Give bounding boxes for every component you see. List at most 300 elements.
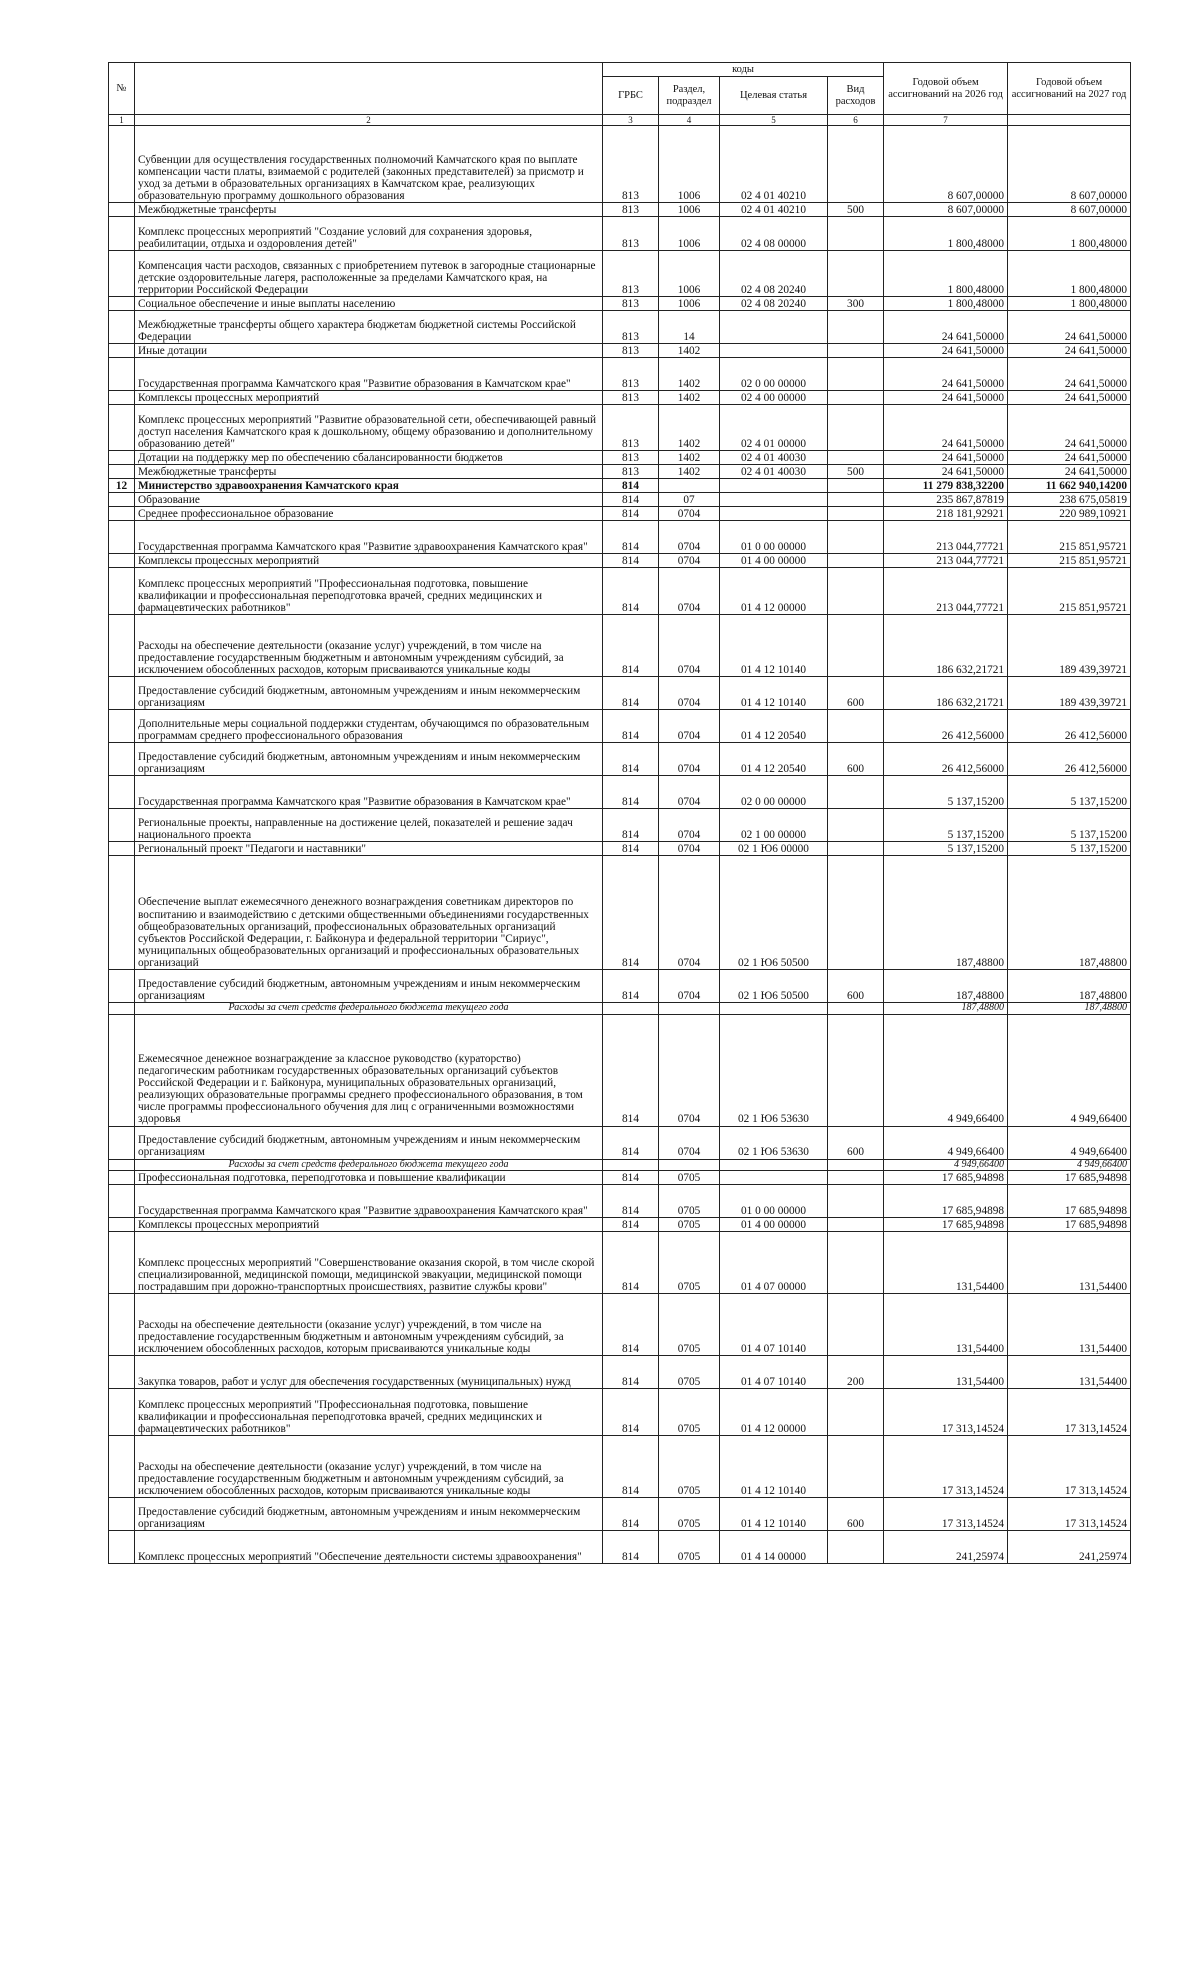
row-tselevaya: 01 4 12 00000 <box>720 568 828 615</box>
row-amount-2026: 17 313,14524 <box>884 1389 1008 1436</box>
row-tselevaya <box>720 493 828 507</box>
row-vid <box>828 217 884 251</box>
row-amount-2026: 5 137,15200 <box>884 842 1008 856</box>
row-vid <box>828 809 884 842</box>
row-tselevaya: 01 0 00 00000 <box>720 521 828 554</box>
row-amount-2027: 4 949,66400 <box>1008 1014 1131 1126</box>
federal-budget-row <box>109 1159 1131 1171</box>
row-amount-2026: 218 181,92921 <box>884 507 1008 521</box>
row-name: Расходы за счет средств федерального бюджета текущего года <box>135 1159 603 1171</box>
row-amount-2027: 131,54400 <box>1008 1356 1131 1389</box>
row-tselevaya: 01 4 14 00000 <box>720 1531 828 1564</box>
row-name: Обеспечение выплат ежемесячного денежного вознаграждения советникам директоров по воспитанию и взаимодействию с детскими общественными объединениями государственных общеобразовательных организаций, профессиональных образовательных организаций субъектов Российской Федерации, г. Байконура и федеральной территории "Сириус", муниципальных общеобразовательных организаций и профессиональных образовательных организаций <box>135 856 603 970</box>
row-name: Межбюджетные трансферты <box>135 465 603 479</box>
table-row <box>109 479 1131 493</box>
row-vid <box>828 1232 884 1294</box>
row-grbs: 814 <box>603 1294 659 1356</box>
row-razdel: 1006 <box>659 251 720 297</box>
row-amount-2026: 1 800,48000 <box>884 251 1008 297</box>
row-name: Расходы на обеспечение деятельности (оказание услуг) учреждений, в том числе на предоставление государственным бюджетным и автономным учреждениям субсидий, за исключением обособленных расходов, которым присваиваются уникальные коды <box>135 615 603 677</box>
row-grbs: 814 <box>603 615 659 677</box>
row-tselevaya: 01 4 00 00000 <box>720 554 828 568</box>
row-tselevaya <box>720 1159 828 1171</box>
row-tselevaya: 02 4 08 00000 <box>720 217 828 251</box>
row-tselevaya: 02 0 00 00000 <box>720 776 828 809</box>
row-amount-2027: 1 800,48000 <box>1008 297 1131 311</box>
row-amount-2026: 5 137,15200 <box>884 776 1008 809</box>
colnum-6: 6 <box>828 115 884 126</box>
row-amount-2027: 17 685,94898 <box>1008 1185 1131 1218</box>
row-amount-2027: 24 641,50000 <box>1008 311 1131 344</box>
colnum-7: 7 <box>884 115 1008 126</box>
row-number <box>109 1185 135 1218</box>
row-number <box>109 391 135 405</box>
row-name: Региональные проекты, направленные на достижение целей, показателей и решение задач национального проекта <box>135 809 603 842</box>
table-row <box>109 1531 1131 1564</box>
row-grbs: 813 <box>603 203 659 217</box>
row-tselevaya <box>720 507 828 521</box>
row-amount-2026: 17 685,94898 <box>884 1171 1008 1185</box>
row-vid <box>828 521 884 554</box>
row-tselevaya: 01 4 12 20540 <box>720 710 828 743</box>
row-tselevaya: 02 4 01 40210 <box>720 126 828 203</box>
row-tselevaya <box>720 344 828 358</box>
table-row <box>109 493 1131 507</box>
row-razdel: 1402 <box>659 465 720 479</box>
row-amount-2027: 215 851,95721 <box>1008 568 1131 615</box>
table-row <box>109 203 1131 217</box>
row-vid <box>828 344 884 358</box>
row-tselevaya: 02 1 Ю6 00000 <box>720 842 828 856</box>
row-amount-2026: 8 607,00000 <box>884 126 1008 203</box>
row-razdel: 0705 <box>659 1232 720 1294</box>
row-razdel: 0704 <box>659 710 720 743</box>
row-name: Предоставление субсидий бюджетным, автономным учреждениям и иным некоммерческим организациям <box>135 743 603 776</box>
row-tselevaya: 02 1 Ю6 50500 <box>720 970 828 1003</box>
row-razdel <box>659 1159 720 1171</box>
row-amount-2026: 26 412,56000 <box>884 710 1008 743</box>
row-number <box>109 1232 135 1294</box>
header-num: № <box>109 63 135 115</box>
row-razdel: 0705 <box>659 1356 720 1389</box>
row-name: Комплекс процессных мероприятий "Обеспечение деятельности системы здравоохранения" <box>135 1531 603 1564</box>
row-grbs: 814 <box>603 776 659 809</box>
row-vid <box>828 1003 884 1015</box>
row-number <box>109 1436 135 1498</box>
row-vid <box>828 1171 884 1185</box>
row-grbs: 813 <box>603 451 659 465</box>
row-amount-2026: 17 685,94898 <box>884 1185 1008 1218</box>
table-row <box>109 358 1131 391</box>
row-razdel: 0705 <box>659 1171 720 1185</box>
row-grbs <box>603 1003 659 1015</box>
row-amount-2026: 11 279 838,32200 <box>884 479 1008 493</box>
row-name: Государственная программа Камчатского края "Развитие образования в Камчатском крае" <box>135 776 603 809</box>
row-razdel <box>659 1003 720 1015</box>
row-vid <box>828 251 884 297</box>
row-amount-2027: 26 412,56000 <box>1008 710 1131 743</box>
table-row <box>109 677 1131 710</box>
colnum-2: 2 <box>135 115 603 126</box>
table-row <box>109 451 1131 465</box>
row-number <box>109 358 135 391</box>
row-name: Ежемесячное денежное вознаграждение за классное руководство (кураторство) педагогическим работникам государственных образовательных организаций субъектов Российской Федерации и г. Байконура, муниципальных образовательных организаций, реализующих образовательные программы среднего профессионального образования, в том числе программы профессионального обучения для лиц с ограниченными возможностями здоровья <box>135 1014 603 1126</box>
row-amount-2026: 26 412,56000 <box>884 743 1008 776</box>
row-razdel: 14 <box>659 311 720 344</box>
table-row <box>109 809 1131 842</box>
row-tselevaya: 02 4 01 40210 <box>720 203 828 217</box>
row-amount-2027: 17 313,14524 <box>1008 1436 1131 1498</box>
row-grbs: 814 <box>603 1232 659 1294</box>
row-tselevaya: 01 0 00 00000 <box>720 1185 828 1218</box>
row-amount-2027: 220 989,10921 <box>1008 507 1131 521</box>
row-razdel: 0705 <box>659 1436 720 1498</box>
row-razdel: 0705 <box>659 1531 720 1564</box>
table-row <box>109 217 1131 251</box>
row-razdel: 0704 <box>659 507 720 521</box>
header-2026: Годовой объем ассигнований на 2026 год <box>884 63 1008 115</box>
colnum-8 <box>1008 115 1131 126</box>
row-razdel: 0704 <box>659 1126 720 1159</box>
row-amount-2026: 187,48800 <box>884 1003 1008 1015</box>
row-name: Государственная программа Камчатского края "Развитие здравоохранения Камчатского края" <box>135 1185 603 1218</box>
row-razdel: 1402 <box>659 344 720 358</box>
row-amount-2027: 24 641,50000 <box>1008 344 1131 358</box>
row-name: Дотации на поддержку мер по обеспечению сбалансированности бюджетов <box>135 451 603 465</box>
row-razdel: 0704 <box>659 554 720 568</box>
row-number <box>109 217 135 251</box>
row-grbs: 814 <box>603 743 659 776</box>
row-number <box>109 1389 135 1436</box>
table-row <box>109 1498 1131 1531</box>
row-razdel <box>659 479 720 493</box>
row-tselevaya: 01 4 07 10140 <box>720 1356 828 1389</box>
row-vid: 600 <box>828 1126 884 1159</box>
row-amount-2027: 187,48800 <box>1008 1003 1131 1015</box>
row-grbs: 814 <box>603 554 659 568</box>
row-grbs: 813 <box>603 297 659 311</box>
row-name: Комплексы процессных мероприятий <box>135 1218 603 1232</box>
row-number <box>109 1498 135 1531</box>
row-amount-2027: 238 675,05819 <box>1008 493 1131 507</box>
table-row <box>109 391 1131 405</box>
row-amount-2027: 8 607,00000 <box>1008 203 1131 217</box>
colnum-4: 4 <box>659 115 720 126</box>
row-vid <box>828 615 884 677</box>
header-grbs: ГРБС <box>603 77 659 115</box>
row-amount-2026: 17 313,14524 <box>884 1498 1008 1531</box>
row-amount-2027: 241,25974 <box>1008 1531 1131 1564</box>
row-number <box>109 568 135 615</box>
row-amount-2027: 24 641,50000 <box>1008 405 1131 451</box>
row-tselevaya: 01 4 12 10140 <box>720 615 828 677</box>
row-grbs: 813 <box>603 465 659 479</box>
row-vid <box>828 710 884 743</box>
row-amount-2027: 215 851,95721 <box>1008 521 1131 554</box>
row-amount-2026: 4 949,66400 <box>884 1126 1008 1159</box>
row-grbs: 813 <box>603 217 659 251</box>
row-razdel: 1402 <box>659 391 720 405</box>
row-amount-2027: 17 685,94898 <box>1008 1171 1131 1185</box>
row-name: Комплексы процессных мероприятий <box>135 554 603 568</box>
table-row <box>109 1014 1131 1126</box>
row-amount-2027: 5 137,15200 <box>1008 809 1131 842</box>
row-number <box>109 297 135 311</box>
row-tselevaya <box>720 1171 828 1185</box>
row-number <box>109 251 135 297</box>
row-amount-2026: 4 949,66400 <box>884 1159 1008 1171</box>
row-name: Комплексы процессных мероприятий <box>135 391 603 405</box>
row-name: Комплекс процессных мероприятий "Развитие образовательной сети, обеспечивающей равный доступ населения Камчатского края к дошкольному, общему образованию и дополнительному образованию детей" <box>135 405 603 451</box>
row-grbs: 814 <box>603 809 659 842</box>
row-tselevaya: 02 4 08 20240 <box>720 251 828 297</box>
row-amount-2027: 11 662 940,14200 <box>1008 479 1131 493</box>
row-amount-2027: 24 641,50000 <box>1008 451 1131 465</box>
row-name: Предоставление субсидий бюджетным, автономным учреждениям и иным некоммерческим организациям <box>135 1126 603 1159</box>
row-amount-2027: 4 949,66400 <box>1008 1159 1131 1171</box>
row-amount-2027: 187,48800 <box>1008 970 1131 1003</box>
row-name: Государственная программа Камчатского края "Развитие образования в Камчатском крае" <box>135 358 603 391</box>
row-amount-2026: 24 641,50000 <box>884 405 1008 451</box>
row-name: Министерство здравоохранения Камчатского края <box>135 479 603 493</box>
table-row <box>109 776 1131 809</box>
row-razdel: 1006 <box>659 126 720 203</box>
row-name: Профессиональная подготовка, переподготовка и повышение квалификации <box>135 1171 603 1185</box>
row-amount-2027: 17 313,14524 <box>1008 1389 1131 1436</box>
row-number <box>109 809 135 842</box>
row-vid <box>828 1389 884 1436</box>
row-name: Среднее профессиональное образование <box>135 507 603 521</box>
row-tselevaya: 02 4 01 40030 <box>720 465 828 479</box>
row-name: Комплекс процессных мероприятий "Совершенствование оказания скорой, в том числе скорой специализированной, медицинской помощи, медицинской эвакуации, медицинской помощи пострадавшим при дорожно-транспортных происшествиях, развитие службы крови" <box>135 1232 603 1294</box>
row-amount-2026: 131,54400 <box>884 1232 1008 1294</box>
row-grbs: 814 <box>603 568 659 615</box>
row-razdel: 1006 <box>659 297 720 311</box>
table-row <box>109 465 1131 479</box>
table-row <box>109 1218 1131 1232</box>
row-razdel: 0704 <box>659 615 720 677</box>
header-2027: Годовой объем ассигнований на 2027 год <box>1008 63 1131 115</box>
row-razdel: 0704 <box>659 1014 720 1126</box>
row-tselevaya: 02 1 Ю6 53630 <box>720 1126 828 1159</box>
row-vid: 500 <box>828 465 884 479</box>
row-name: Региональный проект "Педагоги и наставники" <box>135 842 603 856</box>
row-amount-2027: 5 137,15200 <box>1008 842 1131 856</box>
header-vid: Вид расходов <box>828 77 884 115</box>
row-tselevaya: 02 0 00 00000 <box>720 358 828 391</box>
row-amount-2026: 186 632,21721 <box>884 677 1008 710</box>
row-razdel: 0705 <box>659 1498 720 1531</box>
table-row <box>109 970 1131 1003</box>
table-row <box>109 311 1131 344</box>
row-amount-2027: 5 137,15200 <box>1008 776 1131 809</box>
table-row <box>109 251 1131 297</box>
table-row <box>109 344 1131 358</box>
row-tselevaya: 02 1 00 00000 <box>720 809 828 842</box>
table-row <box>109 743 1131 776</box>
row-vid: 500 <box>828 203 884 217</box>
table-row <box>109 1294 1131 1356</box>
row-vid: 600 <box>828 743 884 776</box>
row-vid <box>828 358 884 391</box>
row-grbs: 813 <box>603 391 659 405</box>
row-amount-2026: 213 044,77721 <box>884 568 1008 615</box>
row-razdel: 0704 <box>659 776 720 809</box>
row-vid <box>828 856 884 970</box>
row-grbs: 814 <box>603 710 659 743</box>
row-grbs: 814 <box>603 1185 659 1218</box>
table-row <box>109 405 1131 451</box>
row-number <box>109 451 135 465</box>
row-amount-2027: 189 439,39721 <box>1008 677 1131 710</box>
row-grbs: 814 <box>603 1171 659 1185</box>
table-row <box>109 126 1131 203</box>
row-vid <box>828 479 884 493</box>
row-number <box>109 1171 135 1185</box>
row-name: Расходы за счет средств федерального бюджета текущего года <box>135 1003 603 1015</box>
row-amount-2027: 187,48800 <box>1008 856 1131 970</box>
row-number <box>109 554 135 568</box>
row-razdel: 0704 <box>659 677 720 710</box>
row-razdel: 0704 <box>659 521 720 554</box>
row-tselevaya: 02 4 01 00000 <box>720 405 828 451</box>
row-number <box>109 311 135 344</box>
row-amount-2026: 24 641,50000 <box>884 344 1008 358</box>
row-amount-2027: 17 313,14524 <box>1008 1498 1131 1531</box>
row-grbs: 814 <box>603 677 659 710</box>
table-row <box>109 507 1131 521</box>
row-vid <box>828 776 884 809</box>
row-amount-2026: 8 607,00000 <box>884 203 1008 217</box>
budget-table-page <box>108 62 1130 1564</box>
row-name: Расходы на обеспечение деятельности (оказание услуг) учреждений, в том числе на предоставление государственным бюджетным и автономным учреждениям субсидий, за исключением обособленных расходов, которым присваиваются уникальные коды <box>135 1436 603 1498</box>
row-grbs: 814 <box>603 970 659 1003</box>
table-row <box>109 554 1131 568</box>
row-name: Субвенции для осуществления государственных полномочий Камчатского края по выплате компенсации части платы, взимаемой с родителей (законных представителей) за присмотр и уход за детьми в образовательных организациях в Камчатском крае, реализующих образовательную программу дошкольного образования <box>135 126 603 203</box>
row-amount-2027: 24 641,50000 <box>1008 391 1131 405</box>
row-razdel: 0704 <box>659 809 720 842</box>
table-row <box>109 568 1131 615</box>
table-row <box>109 1185 1131 1218</box>
row-number <box>109 743 135 776</box>
row-grbs: 813 <box>603 311 659 344</box>
row-vid <box>828 1436 884 1498</box>
header-tselevaya: Целевая статья <box>720 77 828 115</box>
table-row <box>109 856 1131 970</box>
row-number <box>109 1531 135 1564</box>
row-razdel: 0704 <box>659 856 720 970</box>
row-razdel: 0704 <box>659 743 720 776</box>
row-razdel: 1006 <box>659 203 720 217</box>
row-vid <box>828 507 884 521</box>
table-row <box>109 1171 1131 1185</box>
row-vid <box>828 391 884 405</box>
row-tselevaya: 02 1 Ю6 53630 <box>720 1014 828 1126</box>
row-name: Предоставление субсидий бюджетным, автономным учреждениям и иным некоммерческим организациям <box>135 1498 603 1531</box>
colnum-3: 3 <box>603 115 659 126</box>
row-vid <box>828 451 884 465</box>
row-number <box>109 710 135 743</box>
row-amount-2026: 17 313,14524 <box>884 1436 1008 1498</box>
row-amount-2026: 131,54400 <box>884 1294 1008 1356</box>
row-name: Дополнительные меры социальной поддержки студентам, обучающимся по образовательным программам среднего профессионального образования <box>135 710 603 743</box>
row-amount-2027: 215 851,95721 <box>1008 554 1131 568</box>
row-name: Комплекс процессных мероприятий "Профессиональная подготовка, повышение квалификации и профессиональная переподготовка врачей, средних медицинских и фармацевтических работников" <box>135 568 603 615</box>
row-razdel: 1402 <box>659 358 720 391</box>
row-amount-2026: 186 632,21721 <box>884 615 1008 677</box>
row-vid <box>828 1218 884 1232</box>
row-tselevaya: 01 4 12 10140 <box>720 1436 828 1498</box>
row-vid: 200 <box>828 1356 884 1389</box>
row-number <box>109 1014 135 1126</box>
table-row <box>109 297 1131 311</box>
federal-budget-row <box>109 1003 1131 1015</box>
row-amount-2027: 24 641,50000 <box>1008 465 1131 479</box>
row-tselevaya: 02 4 01 40030 <box>720 451 828 465</box>
row-amount-2026: 24 641,50000 <box>884 358 1008 391</box>
row-grbs: 814 <box>603 856 659 970</box>
row-amount-2027: 8 607,00000 <box>1008 126 1131 203</box>
row-razdel: 1006 <box>659 217 720 251</box>
row-tselevaya: 01 4 12 10140 <box>720 1498 828 1531</box>
row-razdel: 0704 <box>659 568 720 615</box>
table-row <box>109 1389 1131 1436</box>
row-number <box>109 615 135 677</box>
row-amount-2027: 1 800,48000 <box>1008 251 1131 297</box>
row-amount-2027: 4 949,66400 <box>1008 1126 1131 1159</box>
row-number <box>109 677 135 710</box>
row-grbs: 814 <box>603 521 659 554</box>
row-grbs: 814 <box>603 479 659 493</box>
row-tselevaya: 02 4 08 20240 <box>720 297 828 311</box>
row-tselevaya: 02 4 00 00000 <box>720 391 828 405</box>
row-vid <box>828 568 884 615</box>
row-number <box>109 1159 135 1171</box>
row-grbs <box>603 1159 659 1171</box>
row-number <box>109 970 135 1003</box>
row-amount-2026: 24 641,50000 <box>884 391 1008 405</box>
row-tselevaya: 01 4 07 00000 <box>720 1232 828 1294</box>
row-tselevaya <box>720 479 828 493</box>
row-number <box>109 1294 135 1356</box>
row-tselevaya <box>720 311 828 344</box>
row-grbs: 814 <box>603 1356 659 1389</box>
row-name: Социальное обеспечение и иные выплаты населению <box>135 297 603 311</box>
row-vid <box>828 1294 884 1356</box>
row-vid <box>828 1014 884 1126</box>
row-number <box>109 1126 135 1159</box>
row-razdel: 0704 <box>659 970 720 1003</box>
row-tselevaya: 02 1 Ю6 50500 <box>720 856 828 970</box>
row-amount-2027: 24 641,50000 <box>1008 358 1131 391</box>
row-amount-2026: 187,48800 <box>884 970 1008 1003</box>
table-row <box>109 521 1131 554</box>
row-amount-2026: 24 641,50000 <box>884 465 1008 479</box>
row-razdel: 0705 <box>659 1294 720 1356</box>
row-number: 12 <box>109 479 135 493</box>
row-grbs: 813 <box>603 251 659 297</box>
row-number <box>109 493 135 507</box>
row-amount-2026: 1 800,48000 <box>884 297 1008 311</box>
row-amount-2026: 1 800,48000 <box>884 217 1008 251</box>
row-grbs: 814 <box>603 493 659 507</box>
budget-table <box>108 62 1131 1564</box>
row-amount-2026: 24 641,50000 <box>884 311 1008 344</box>
row-number <box>109 521 135 554</box>
table-row <box>109 1126 1131 1159</box>
row-grbs: 813 <box>603 344 659 358</box>
row-vid <box>828 1531 884 1564</box>
